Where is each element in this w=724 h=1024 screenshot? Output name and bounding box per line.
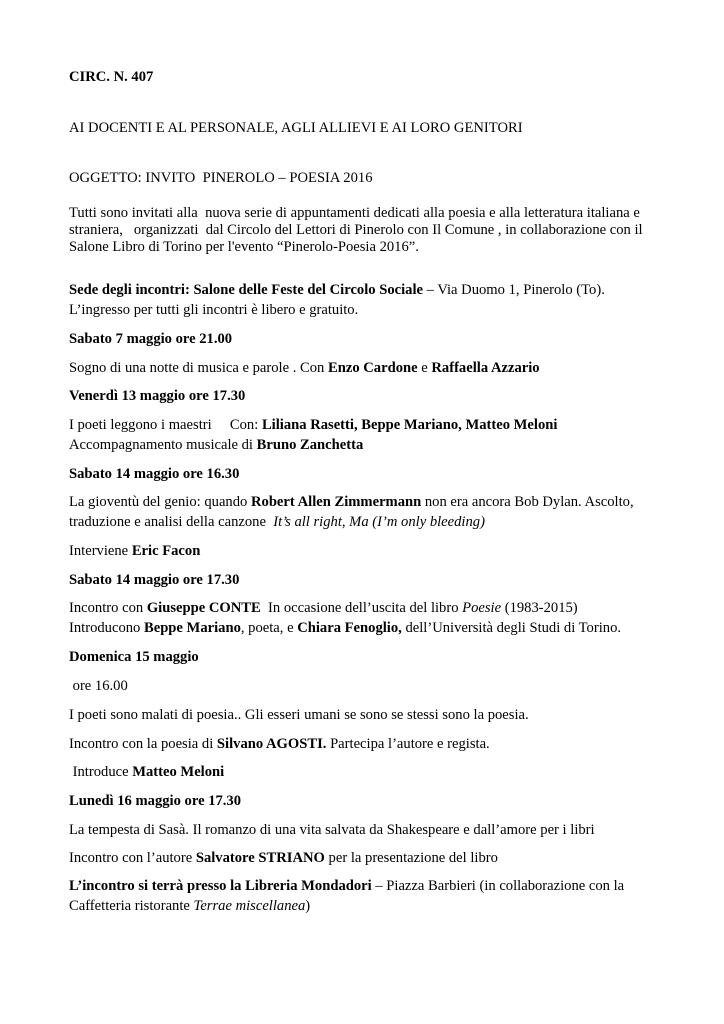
text: Incontro con (69, 600, 147, 616)
italic-text: It’s all right, Ma (I’m only bleeding) (273, 514, 485, 530)
document-line (69, 677, 128, 695)
document-line (69, 619, 621, 637)
text: Interviene (69, 543, 132, 559)
document-line (69, 204, 640, 222)
document-line (69, 599, 578, 617)
document-line (69, 877, 624, 895)
document-line (69, 387, 245, 405)
text: traduzione e analisi della canzone (69, 514, 274, 530)
text: Caffetteria ristorante (69, 898, 194, 914)
text: Introducono (69, 620, 144, 636)
text: (1983-2015) (501, 600, 578, 616)
bold-text: Matteo Meloni (132, 764, 225, 780)
bold-text: Liliana Rasetti, Beppe Mariano, Matteo Meloni (261, 417, 558, 433)
document-line (69, 706, 529, 724)
italic-text: Poesie (462, 600, 502, 616)
document-line (69, 513, 485, 531)
document-line (69, 68, 153, 86)
document-line (69, 301, 358, 319)
document-line (69, 648, 199, 666)
bold-text: L’incontro si terrà presso la Libreria Mondadori (69, 878, 372, 894)
document-line (69, 465, 239, 483)
bold-text: Domenica 15 maggio (69, 649, 199, 665)
text: per la presentazione del libro (324, 850, 498, 866)
bold-text: Enzo Cardone (328, 360, 418, 376)
text: AI DOCENTI E AL PERSONALE, AGLI ALLIEVI E AI LORO GENITORI (69, 120, 523, 136)
text: La tempesta di Sasà. Il romanzo di una vita salvata da Shakespeare e dall’amore per i libri (69, 822, 595, 838)
text: Accompagnamento musicale di (69, 437, 257, 453)
italic-text: Terrae miscellanea (193, 898, 306, 914)
bold-text: Bruno Zanchetta (256, 437, 364, 453)
document-line (69, 849, 498, 867)
bold-text: Eric Facon (131, 543, 201, 559)
document-line (69, 821, 595, 839)
bold-text: Raffaella Azzario (431, 360, 540, 376)
document-line (69, 436, 363, 454)
bold-text: Sede degli incontri: Salone delle Feste del Circolo Sociale (69, 282, 423, 298)
bold-text: Sabato 14 maggio ore 16.30 (69, 466, 240, 482)
text: Salone Libro di Torino per l'evento “Pinerolo-Poesia 2016”. (69, 239, 419, 255)
document-line (69, 238, 419, 256)
text: I poeti sono malati di poesia.. Gli esseri umani se sono se stessi sono la poesia. (69, 707, 529, 723)
text: OGGETTO: INVITO PINEROLO – POESIA 2016 (69, 170, 373, 186)
text: Sogno di una notte di musica e parole . Con (69, 360, 328, 376)
bold-text: Giuseppe CONTE (146, 600, 261, 616)
bold-text: Robert Allen Zimmermann (250, 494, 422, 510)
bold-text: Chiara Fenoglio, (297, 620, 402, 636)
document-line (69, 221, 643, 239)
bold-text: Beppe Mariano (143, 620, 241, 636)
document-line (69, 735, 490, 753)
text: non era ancora Bob Dylan. Ascolto, (421, 494, 634, 510)
document-line (69, 119, 523, 137)
text: – Piazza Barbieri (in collaborazione con la (371, 878, 625, 894)
text: L’ingresso per tutti gli incontri è libero e gratuito. (69, 302, 359, 318)
bold-text: Venerdì 13 maggio ore 17.30 (69, 388, 246, 404)
text: Incontro con la poesia di (69, 736, 217, 752)
text: straniera, organizzati dal Circolo del Lettori di Pinerolo con Il Comune , in collaborazione con il (69, 222, 643, 238)
text: ore 16.00 (69, 678, 128, 694)
document-line (69, 416, 557, 434)
bold-text: Sabato 7 maggio ore 21.00 (69, 331, 233, 347)
document-line (69, 897, 310, 915)
document-line (69, 359, 540, 377)
document-line (69, 763, 224, 781)
text: In occasione dell’uscita del libro (260, 600, 463, 616)
bold-text: CIRC. N. 407 (69, 69, 154, 85)
text: , poeta, e (240, 620, 298, 636)
text: Introduce (69, 764, 133, 780)
text: Partecipa l’autore e regista. (326, 736, 490, 752)
document-line (69, 330, 232, 348)
text: Tutti sono invitati alla nuova serie di appuntamenti dedicati alla poesia e alla letteratura italiana e (69, 205, 640, 221)
bold-text: Silvano AGOSTI. (216, 736, 327, 752)
bold-text: Sabato 14 maggio ore 17.30 (69, 572, 240, 588)
document-line (69, 542, 200, 560)
document-line (69, 169, 373, 187)
document-line (69, 493, 634, 511)
bold-text: Lunedì 16 maggio ore 17.30 (69, 793, 242, 809)
bold-text: Salvatore STRIANO (195, 850, 325, 866)
document-line (69, 571, 239, 589)
document-line (69, 281, 605, 299)
text: La gioventù del genio: quando (69, 494, 251, 510)
text: I poeti leggono i maestri Con: (69, 417, 262, 433)
text: ) (305, 898, 311, 914)
text: – Via Duomo 1, Pinerolo (To). (423, 282, 605, 298)
text: e (417, 360, 432, 376)
document-line (69, 792, 241, 810)
text: Incontro con l’autore (69, 850, 196, 866)
text: dell’Università degli Studi di Torino. (401, 620, 622, 636)
